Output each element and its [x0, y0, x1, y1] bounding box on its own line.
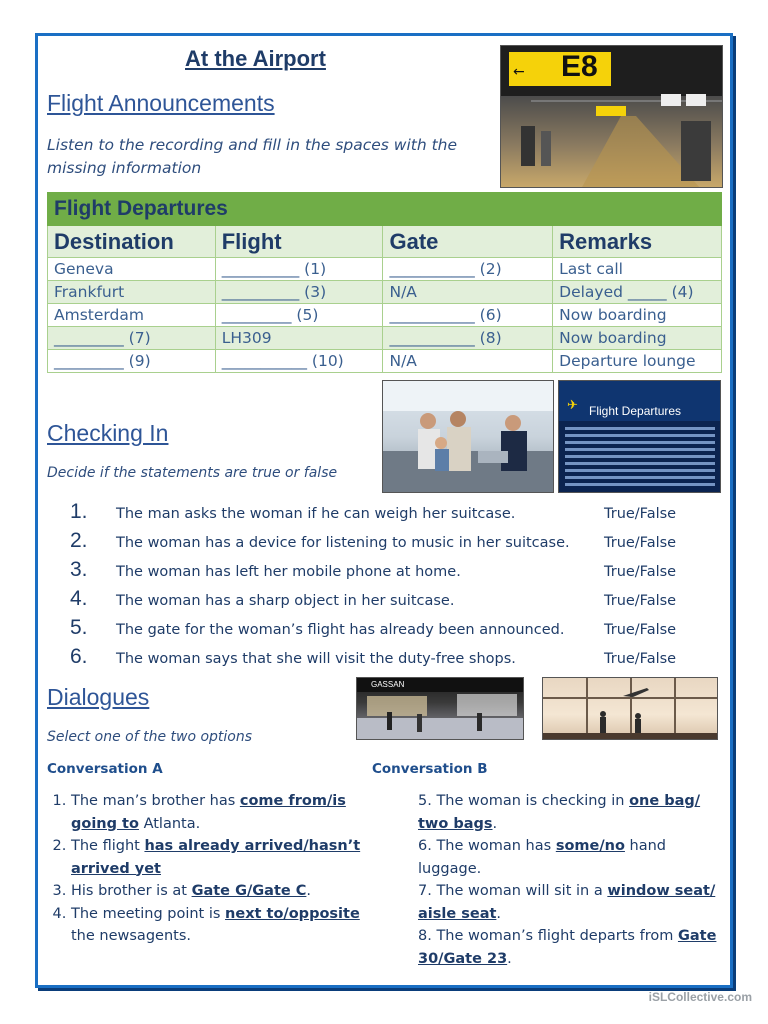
- checking-in-instruction: Decide if the statements are true or false: [47, 465, 338, 481]
- statement-text: The woman says that she will visit the duty-free shops.: [116, 651, 516, 667]
- terminal-photo: [500, 45, 723, 188]
- cell-gate: ___________ (2): [383, 258, 553, 281]
- gate-sign-text: E8: [561, 50, 598, 83]
- true-false-choice: True/False: [604, 506, 677, 522]
- list-item: [70, 502, 690, 528]
- option-choice[interactable]: window seat/ aisle seat: [418, 883, 716, 922]
- header-remarks: Remarks: [553, 226, 722, 258]
- svg-text:←: ←: [513, 64, 525, 80]
- cell-gate: ___________ (6): [383, 304, 553, 327]
- item-number: 4.: [70, 587, 88, 610]
- option-choice[interactable]: some/no: [555, 838, 625, 854]
- list-item: [418, 880, 718, 925]
- item-text: .: [496, 905, 502, 922]
- item-number: 6.: [70, 645, 88, 668]
- option-choice[interactable]: next to/opposite: [225, 905, 360, 922]
- cell-remarks: Last call: [553, 258, 722, 281]
- statement-text: The man asks the woman if he can weigh her suitcase.: [116, 506, 516, 522]
- cell-remarks: Delayed _____ (4): [553, 281, 722, 304]
- true-false-choice: True/False: [604, 593, 677, 609]
- conversation-b-title: Conversation B: [372, 761, 488, 777]
- dialogues-heading: Dialogues: [47, 684, 150, 710]
- conversation-b-list: [418, 790, 718, 970]
- item-text: The man’s brother has: [71, 793, 240, 809]
- item-text: 5. The woman is checking in: [418, 793, 630, 809]
- cell-gate: ___________ (8): [383, 327, 553, 350]
- statement-text: The gate for the woman’s flight has already been announced.: [116, 622, 565, 638]
- item-text: His brother is at: [71, 883, 192, 899]
- header-flight: Flight: [215, 226, 383, 258]
- statement-text: The woman has a sharp object in her suitcase.: [116, 593, 455, 609]
- item-number: 1.: [70, 500, 88, 523]
- list-item: [70, 531, 690, 557]
- item-number: 2.: [70, 529, 88, 552]
- option-choice[interactable]: Gate 30/Gate 23: [418, 928, 717, 967]
- table-row: [48, 304, 722, 327]
- table-banner: Flight Departures: [48, 193, 722, 226]
- option-choice[interactable]: come from/is going to: [71, 793, 346, 832]
- flight-departures-table: [47, 192, 722, 373]
- cell-remarks: Now boarding: [553, 304, 722, 327]
- conversation-a-list: [47, 790, 377, 948]
- item-text: .: [507, 950, 512, 967]
- statement-text: The woman has a device for listening to music in her suitcase.: [116, 535, 570, 551]
- list-item: [70, 618, 690, 644]
- window-plane-illustration: [543, 678, 718, 740]
- table-row: [48, 350, 722, 373]
- shop-sign: GASSAN: [371, 680, 405, 689]
- header-gate: Gate: [383, 226, 553, 258]
- list-item: [418, 925, 718, 970]
- option-choice[interactable]: one bag/ two bags: [418, 793, 701, 832]
- page-title: At the Airport: [185, 46, 326, 71]
- checking-in-heading: Checking In: [47, 420, 169, 446]
- list-item: [70, 647, 690, 673]
- check-in-photo-illustration: [383, 381, 554, 493]
- check-in-photo: [382, 380, 554, 493]
- item-text: 6. The woman has: [418, 838, 556, 854]
- item-text: hand luggage.: [418, 838, 667, 877]
- departure-board-photo: [558, 380, 721, 493]
- option-choice[interactable]: has already arrived/hasn’t arrived yet: [71, 838, 361, 877]
- statement-text: The woman has left her mobile phone at home.: [116, 564, 461, 580]
- cell-flight: ___________ (10): [215, 350, 383, 373]
- duty-free-photo: [356, 677, 524, 740]
- true-false-choice: True/False: [604, 651, 677, 667]
- item-text: .: [492, 815, 498, 832]
- list-item: [70, 589, 690, 615]
- cell-remarks: Now boarding: [553, 327, 722, 350]
- list-item: [71, 790, 377, 835]
- table-row: [48, 281, 722, 304]
- table-header-row: [48, 226, 722, 258]
- item-text: Atlanta.: [138, 815, 201, 832]
- cell-flight: __________ (1): [215, 258, 383, 281]
- item-text: the newsagents.: [71, 928, 191, 944]
- item-text: 7. The woman will sit in a: [418, 883, 608, 899]
- item-text: .: [306, 883, 312, 899]
- cell-destination: Frankfurt: [48, 281, 216, 304]
- cell-gate: N/A: [383, 350, 553, 373]
- watermark: iSLCollective.com: [648, 990, 752, 1004]
- cell-flight: _________ (5): [215, 304, 383, 327]
- item-text: The flight: [71, 838, 145, 854]
- dialogues-instruction: Select one of the two options: [47, 729, 253, 745]
- true-false-choice: True/False: [604, 535, 677, 551]
- cell-destination: _________ (7): [48, 327, 216, 350]
- table-row: [48, 327, 722, 350]
- terminal-photo-illustration: [501, 46, 723, 188]
- cell-destination: _________ (9): [48, 350, 216, 373]
- true-false-choice: True/False: [604, 564, 677, 580]
- item-text: 8. The woman’s flight departs from: [418, 928, 678, 944]
- flight-announcements-heading: Flight Announcements: [47, 90, 275, 116]
- cell-flight: LH309: [215, 327, 383, 350]
- window-plane-photo: [542, 677, 718, 740]
- list-item: [418, 790, 718, 835]
- cell-gate: N/A: [383, 281, 553, 304]
- flight-announcements-instruction: Listen to the recording and fill in the spaces with the missing information: [47, 136, 458, 177]
- item-number: 3.: [70, 558, 88, 581]
- cell-destination: Geneva: [48, 258, 216, 281]
- list-item: [70, 560, 690, 586]
- list-item: [71, 835, 377, 880]
- header-destination: Destination: [48, 226, 216, 258]
- svg-text:✈: ✈: [567, 398, 578, 413]
- table-banner-row: [48, 193, 722, 226]
- board-title: Flight Departures: [589, 404, 682, 418]
- item-text: The meeting point is: [71, 905, 226, 922]
- cell-destination: Amsterdam: [48, 304, 216, 327]
- true-false-choice: True/False: [604, 622, 677, 638]
- table-row: [48, 258, 722, 281]
- cell-remarks: Departure lounge: [553, 350, 722, 373]
- option-choice[interactable]: Gate G/Gate C: [191, 883, 307, 899]
- cell-flight: __________ (3): [215, 281, 383, 304]
- list-item: [71, 903, 377, 948]
- list-item: [418, 835, 718, 880]
- list-item: [71, 880, 377, 903]
- conversation-a-title: Conversation A: [47, 761, 163, 777]
- item-number: 5.: [70, 616, 88, 639]
- departure-board-illustration: [559, 381, 721, 493]
